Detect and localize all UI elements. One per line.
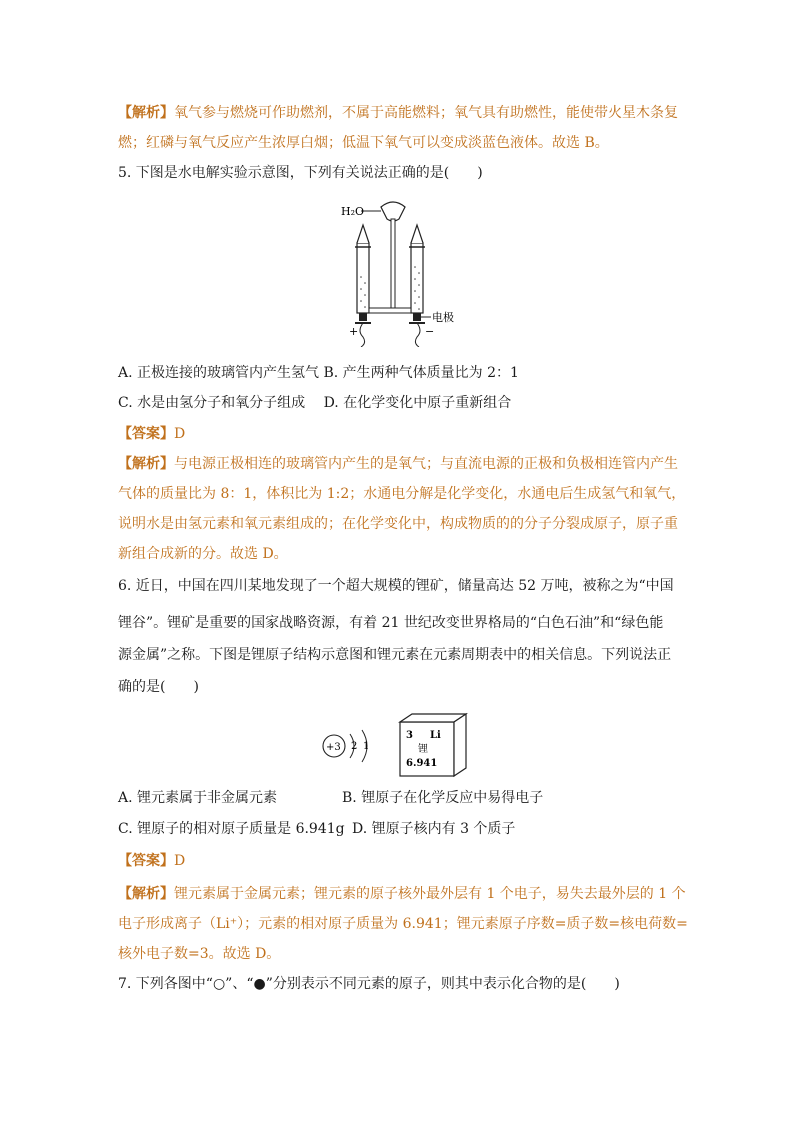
q5-analysis-line-3: 说明水是由氢元素和氧元素组成的；在化学变化中，构成物质的的分子分裂成原子，原子重	[118, 516, 678, 532]
answer-value: D	[174, 426, 186, 442]
q6-option-b: B. 锂原子在化学反应中易得电子	[342, 790, 544, 806]
answer-tag: 【答案】	[118, 426, 174, 442]
right-wire	[415, 323, 420, 347]
funnel-stem	[391, 219, 395, 313]
plus-label: +	[349, 325, 359, 338]
q6-analysis-line-1	[118, 884, 686, 904]
q6-stem-line-1: 6. 近日，中国在四川某地发现了一个超大规模的锂矿，储量高达 52 万吨，被称之为“中国	[118, 578, 674, 594]
left-wire	[360, 323, 365, 347]
q5-analysis-line-2: 气体的质量比为 8：1，体积比为 1:2；水通电分解是化学变化，水通电后生成氢气和氧气，	[118, 486, 686, 502]
analysis-text: 氧气参与燃烧可作助燃剂，不属于高能燃料；氧气具有助燃性，能使带火星木条复	[174, 105, 678, 121]
shell-1-electrons: 2	[351, 741, 358, 752]
analysis-text: 锂元素属于金属元素；锂元素的原子核外最外层有 1 个电子，易失去最外层的 1 个	[174, 886, 686, 902]
q5-option-line-1: A. 正极连接的玻璃管内产生氢气 B. 产生两种气体质量比为 2：1	[118, 365, 519, 381]
left-tube-tip	[357, 225, 369, 243]
q6-stem-line-2: 锂谷”。锂矿是重要的国家战略资源，有着 21 世纪改变世界格局的“白色石油”和“绿色能	[118, 615, 664, 631]
cell-side	[454, 714, 466, 776]
q6-stem-line-4: 确的是( )	[118, 679, 199, 695]
answer-value: D	[174, 853, 186, 869]
q5-analysis-line-4: 新组合成新的分。故选 D。	[118, 546, 288, 562]
q6-analysis-line-3: 核外电子数=3。故选 D。	[118, 946, 281, 962]
q6-stem-line-3: 源金属”之称。下图是锂原子结构示意图和锂元素在元素周期表中的相关信息。下列说法正	[118, 647, 672, 663]
q5-option-line-2: C. 水是由氢分子和氧分子组成 D. 在化学变化中原子重新组合	[118, 395, 512, 411]
q7-stem: 7. 下列各图中“○”、“●”分别表示不同元素的原子，则其中表示化合物的是( )	[118, 976, 620, 992]
q4-analysis-line-1	[118, 103, 678, 123]
lithium-element-cell	[398, 712, 478, 778]
right-tube	[411, 243, 423, 313]
q5-analysis-line-1	[118, 454, 678, 474]
q6-analysis-line-2: 电子形成离子（Li⁺）；元素的相对原子质量为 6.941；锂元素原子序数=质子数=核电荷数=	[118, 916, 688, 932]
answer-tag: 【答案】	[118, 853, 174, 869]
analysis-tag: 【解析】	[118, 886, 174, 902]
q6-answer	[118, 851, 185, 871]
left-tube	[357, 243, 369, 313]
element-name: 锂	[418, 744, 428, 755]
electrolysis-figure	[335, 197, 495, 347]
analysis-tag: 【解析】	[118, 456, 174, 472]
q5-answer	[118, 424, 185, 444]
right-tube-tip	[411, 225, 423, 243]
left-electrode	[359, 313, 367, 321]
q6-option-d: D. 锂原子核内有 3 个质子	[352, 821, 516, 837]
lithium-atom-diagram	[318, 722, 388, 772]
q6-option-c: C. 锂原子的相对原子质量是 6.941g	[118, 821, 345, 837]
atomic-mass: 6.941	[406, 758, 438, 769]
analysis-tag: 【解析】	[118, 105, 174, 121]
funnel	[381, 202, 405, 221]
q6-option-a: A. 锂元素属于非金属元素	[118, 790, 278, 806]
element-symbol: Li	[430, 730, 441, 741]
atomic-number: 3	[406, 730, 413, 741]
q5-stem: 5. 下图是水电解实验示意图，下列有关说法正确的是( )	[118, 165, 483, 181]
minus-label: −	[425, 325, 435, 338]
shell-2-electrons: 1	[363, 741, 370, 752]
q4-analysis-line-2: 燃；红磷与氧气反应产生浓厚白烟；低温下氧气可以变成淡蓝色液体。故选 B。	[118, 135, 609, 151]
right-electrode	[413, 313, 421, 321]
analysis-text: 与电源正极相连的玻璃管内产生的是氧气；与直流电源的正极和负极相连管内产生	[174, 456, 678, 472]
nucleus-charge: +3	[326, 742, 341, 753]
bottom-connector	[369, 308, 411, 313]
electrode-label: 电极	[432, 311, 454, 324]
water-label: H₂O	[341, 205, 365, 218]
